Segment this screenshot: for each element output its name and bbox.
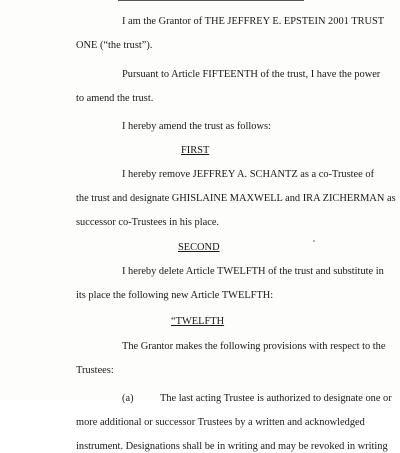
heading-first: FIRST	[181, 145, 210, 156]
clause-a-line-1: The last acting Trustee is authorized to designate one or	[160, 393, 392, 404]
remove-line-2: the trust and designate GHISLAINE MAXWELL and IRA ZICHERMAN as	[76, 193, 396, 204]
remove-line-1: I hereby remove JEFFREY A. SCHANTZ as a co-Trustee of	[122, 169, 375, 180]
provisions-line-1: The Grantor makes the following provisions with respect to the	[122, 341, 386, 352]
clause-a-line-3: instrument. Designations shall be in writing and may be revoked in writing	[76, 441, 388, 452]
delete-line-2: its place the following new Article TWELFTH:	[76, 290, 274, 301]
pursuant-line-2: to amend the trust.	[76, 93, 154, 104]
top-rule	[118, 0, 304, 1]
provisions-line-2: Trustees:	[76, 365, 114, 376]
clause-a-line-2: more additional or successor Trustees by a written and acknowledged	[76, 417, 365, 428]
scan-speck	[313, 240, 315, 242]
clause-a-label: (a)	[122, 393, 134, 404]
pursuant-line-1: Pursuant to Article FIFTEENTH of the trust, I have the power	[122, 69, 381, 80]
heading-second: SECOND	[178, 242, 220, 253]
grantor-line-2: ONE (“the trust”).	[76, 40, 153, 51]
grantor-line-1: I am the Grantor of THE JEFFREY E. EPSTEIN 2001 TRUST	[122, 16, 385, 27]
amend-line: I hereby amend the trust as follows:	[122, 121, 271, 132]
heading-twelfth: “TWELFTH	[171, 316, 225, 327]
delete-line-1: I hereby delete Article TWELFTH of the trust and substitute in	[122, 266, 384, 277]
remove-line-3: successor co-Trustees in his place.	[76, 217, 220, 228]
